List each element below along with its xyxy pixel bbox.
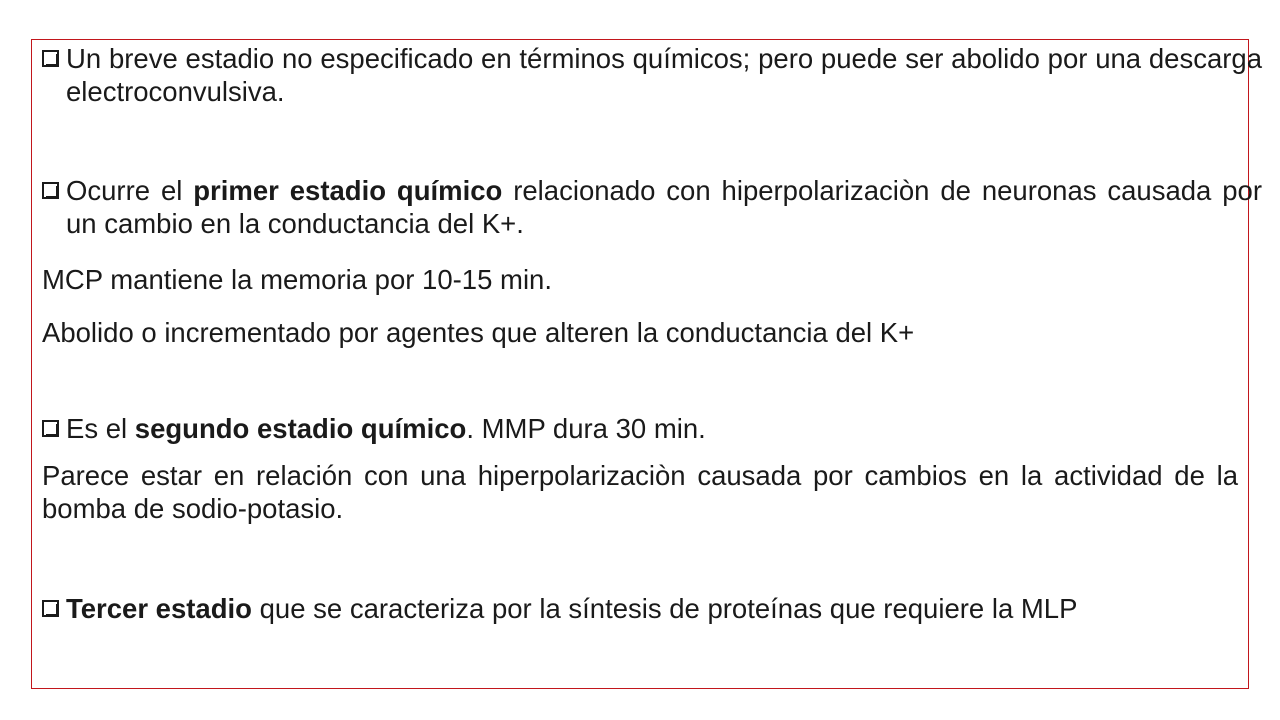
bullet-3-text-bold: segundo estadio químico [134, 413, 467, 444]
bullet-item-4 [42, 592, 1262, 625]
bullet-4-text-post: que se caracteriza por la síntesis de proteínas que requiere la MLP [251, 593, 1078, 624]
paragraph-mcp: MCP mantiene la memoria por 10-15 min. [42, 264, 552, 295]
paragraph-abolido: Abolido o incrementado por agentes que alteren la conductancia del K+ [42, 317, 915, 348]
bullet-3-text-post: . MMP dura 30 min. [466, 413, 706, 444]
bullet-3-text-pre: Es el [66, 413, 135, 444]
bullet-item-2 [42, 174, 1262, 240]
bullet-2-text-pre: Ocurre el [66, 175, 194, 206]
bullet-1-text: Un breve estadio no especificado en términos químicos; pero puede ser abolido por una descarga electroconvulsiva. [66, 43, 1262, 107]
paragraph-parece: Parece estar en relación con una hiperpolarizaciòn causada por cambios en la actividad de la bomba de sodio-potasio. [42, 460, 1238, 524]
checkbox-bullet-icon [42, 182, 59, 199]
bullet-item-3 [42, 412, 1262, 445]
bullet-4-text-bold: Tercer estadio [66, 593, 252, 624]
bullet-item-1 [42, 42, 1262, 108]
checkbox-bullet-icon [42, 420, 59, 437]
checkbox-bullet-icon [42, 50, 59, 67]
bullet-2-text-post: relacionado con hiperpolarizaciòn de neuronas causada por un cambio en la conductancia del K+. [66, 175, 1262, 239]
bullet-2-text-bold: primer estadio químico [193, 175, 503, 206]
checkbox-bullet-icon [42, 600, 59, 617]
